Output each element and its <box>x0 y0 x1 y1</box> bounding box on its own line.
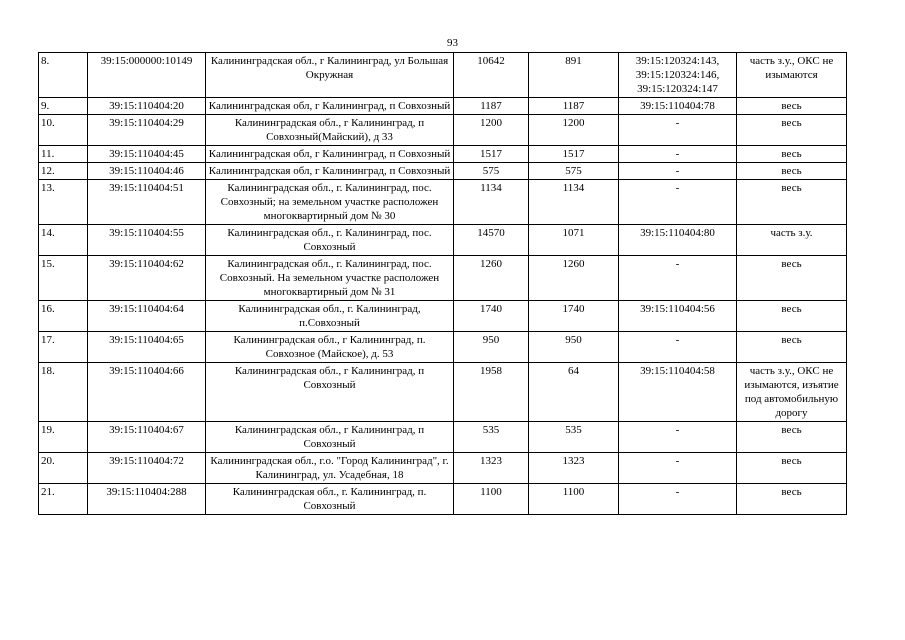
seized-area-cell: 575 <box>529 163 619 180</box>
total-area-cell: 14570 <box>454 225 529 256</box>
total-area-cell: 1134 <box>454 180 529 225</box>
row-number-cell: 21. <box>39 484 88 515</box>
row-number-cell: 11. <box>39 146 88 163</box>
table-row <box>39 98 847 115</box>
row-number-cell: 19. <box>39 422 88 453</box>
cadastral-number-cell: 39:15:110404:45 <box>88 146 206 163</box>
cadastral-number-cell: 39:15:110404:72 <box>88 453 206 484</box>
table-row <box>39 453 847 484</box>
seized-area-cell: 1134 <box>529 180 619 225</box>
total-area-cell: 1517 <box>454 146 529 163</box>
building-cadastral-cell: - <box>619 453 737 484</box>
table-row <box>39 256 847 301</box>
total-area-cell: 575 <box>454 163 529 180</box>
row-number-cell: 10. <box>39 115 88 146</box>
row-number-cell: 16. <box>39 301 88 332</box>
table-row <box>39 422 847 453</box>
cadastral-number-cell: 39:15:110404:62 <box>88 256 206 301</box>
cadastral-number-cell: 39:15:110404:20 <box>88 98 206 115</box>
note-cell: весь <box>737 301 847 332</box>
total-area-cell: 1958 <box>454 363 529 422</box>
table-row <box>39 363 847 422</box>
total-area-cell: 1187 <box>454 98 529 115</box>
table-row <box>39 146 847 163</box>
cadastral-number-cell: 39:15:110404:46 <box>88 163 206 180</box>
note-cell: часть з.у., ОКС не изымаются, изъятие под автомобильную дорогу <box>737 363 847 422</box>
total-area-cell: 1100 <box>454 484 529 515</box>
cadastral-number-cell: 39:15:110404:29 <box>88 115 206 146</box>
building-cadastral-cell: - <box>619 180 737 225</box>
seized-area-cell: 1071 <box>529 225 619 256</box>
row-number-cell: 15. <box>39 256 88 301</box>
cadastral-number-cell: 39:15:110404:51 <box>88 180 206 225</box>
cadastral-number-cell: 39:15:110404:66 <box>88 363 206 422</box>
seized-area-cell: 1260 <box>529 256 619 301</box>
table-row <box>39 301 847 332</box>
row-number-cell: 13. <box>39 180 88 225</box>
building-cadastral-cell: 39:15:120324:143, 39:15:120324:146, 39:15:120324:147 <box>619 53 737 98</box>
note-cell: часть з.у. <box>737 225 847 256</box>
row-number-cell: 9. <box>39 98 88 115</box>
building-cadastral-cell: - <box>619 256 737 301</box>
row-number-cell: 14. <box>39 225 88 256</box>
seized-area-cell: 64 <box>529 363 619 422</box>
total-area-cell: 1740 <box>454 301 529 332</box>
total-area-cell: 535 <box>454 422 529 453</box>
cadastral-number-cell: 39:15:000000:10149 <box>88 53 206 98</box>
address-cell: Калининградская обл., г Калининград, п Совхозный <box>206 363 454 422</box>
address-cell: Калининградская обл, г Калининград, п Совхозный <box>206 146 454 163</box>
address-cell: Калининградская обл, г Калининград, п Совхозный <box>206 98 454 115</box>
address-cell: Калининградская обл., г. Калининград, п.Совхозный <box>206 301 454 332</box>
note-cell: весь <box>737 180 847 225</box>
table-row <box>39 53 847 98</box>
table-row <box>39 180 847 225</box>
row-number-cell: 17. <box>39 332 88 363</box>
building-cadastral-cell: - <box>619 332 737 363</box>
row-number-cell: 20. <box>39 453 88 484</box>
note-cell: весь <box>737 146 847 163</box>
row-number-cell: 18. <box>39 363 88 422</box>
row-number-cell: 8. <box>39 53 88 98</box>
building-cadastral-cell: - <box>619 146 737 163</box>
note-cell: весь <box>737 98 847 115</box>
address-cell: Калининградская обл, г Калининград, п Совхозный <box>206 163 454 180</box>
seized-area-cell: 950 <box>529 332 619 363</box>
seized-area-cell: 535 <box>529 422 619 453</box>
table-row <box>39 225 847 256</box>
building-cadastral-cell: 39:15:110404:56 <box>619 301 737 332</box>
address-cell: Калининградская обл., г. Калининград, пос. Совхозный <box>206 225 454 256</box>
building-cadastral-cell: - <box>619 422 737 453</box>
cadastral-number-cell: 39:15:110404:67 <box>88 422 206 453</box>
seized-area-cell: 891 <box>529 53 619 98</box>
seized-area-cell: 1740 <box>529 301 619 332</box>
total-area-cell: 950 <box>454 332 529 363</box>
building-cadastral-cell: - <box>619 115 737 146</box>
building-cadastral-cell: - <box>619 163 737 180</box>
cadastral-number-cell: 39:15:110404:64 <box>88 301 206 332</box>
building-cadastral-cell: - <box>619 484 737 515</box>
note-cell: весь <box>737 484 847 515</box>
page-number: 93 <box>447 37 458 49</box>
table-row <box>39 115 847 146</box>
seized-area-cell: 1187 <box>529 98 619 115</box>
building-cadastral-cell: 39:15:110404:58 <box>619 363 737 422</box>
address-cell: Калининградская обл., г.о. "Город Калининград", г. Калининград, ул. Усадебная, 18 <box>206 453 454 484</box>
note-cell: весь <box>737 163 847 180</box>
seized-area-cell: 1200 <box>529 115 619 146</box>
total-area-cell: 1323 <box>454 453 529 484</box>
table-row <box>39 163 847 180</box>
address-cell: Калининградская обл., г. Калининград, пос. Совхозный; на земельном участке расположен многоквартирный дом № 30 <box>206 180 454 225</box>
address-cell: Калининградская обл., г Калининград, ул Большая Окружная <box>206 53 454 98</box>
building-cadastral-cell: 39:15:110404:80 <box>619 225 737 256</box>
note-cell: весь <box>737 332 847 363</box>
address-cell: Калининградская обл., г Калининград, п Совхозный(Майский), д 33 <box>206 115 454 146</box>
cadastral-number-cell: 39:15:110404:55 <box>88 225 206 256</box>
note-cell: весь <box>737 256 847 301</box>
seized-area-cell: 1323 <box>529 453 619 484</box>
note-cell: весь <box>737 115 847 146</box>
seized-area-cell: 1100 <box>529 484 619 515</box>
building-cadastral-cell: 39:15:110404:78 <box>619 98 737 115</box>
note-cell: весь <box>737 453 847 484</box>
table-body <box>39 53 847 515</box>
table-row <box>39 484 847 515</box>
total-area-cell: 10642 <box>454 53 529 98</box>
address-cell: Калининградская обл., г. Калининград, пос. Совхозный. На земельном участке расположен многоквартирный дом № 31 <box>206 256 454 301</box>
seized-area-cell: 1517 <box>529 146 619 163</box>
note-cell: весь <box>737 422 847 453</box>
cadastral-number-cell: 39:15:110404:65 <box>88 332 206 363</box>
cadastral-number-cell: 39:15:110404:288 <box>88 484 206 515</box>
address-cell: Калининградская обл., г. Калининград, п. Совхозный <box>206 484 454 515</box>
total-area-cell: 1260 <box>454 256 529 301</box>
land-plots-table <box>38 52 847 515</box>
address-cell: Калининградская обл., г Калининград, п. Совхозное (Майское), д. 53 <box>206 332 454 363</box>
total-area-cell: 1200 <box>454 115 529 146</box>
note-cell: часть з.у., ОКС не изымаются <box>737 53 847 98</box>
row-number-cell: 12. <box>39 163 88 180</box>
table-row <box>39 332 847 363</box>
address-cell: Калининградская обл., г Калининград, п Совхозный <box>206 422 454 453</box>
